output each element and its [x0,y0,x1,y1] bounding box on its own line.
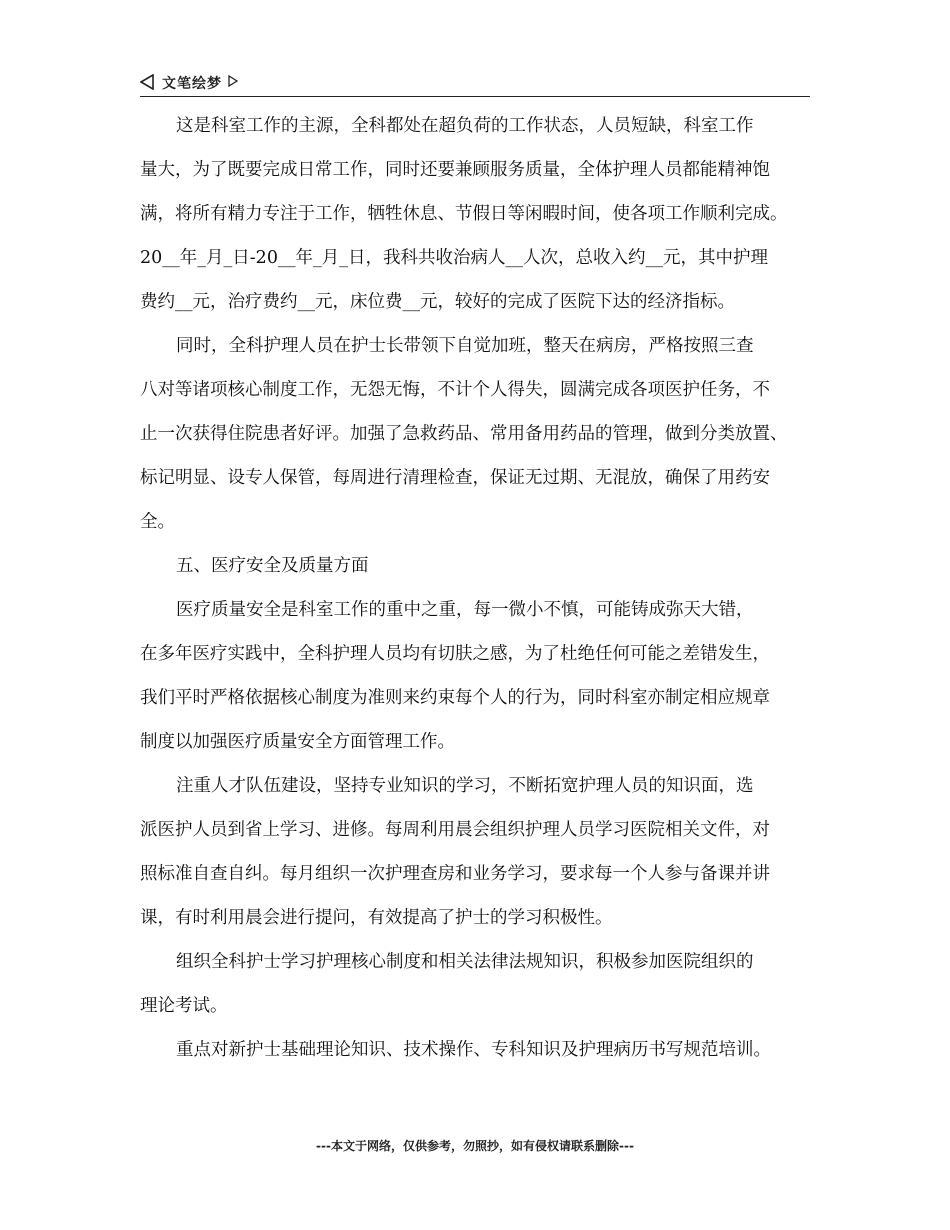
text-line: 这是科室工作的主源，全科都处在超负荷的工作状态，人员短缺，科室工作 [176,116,754,136]
text-line: 满，将所有精力专注于工作，牺牲休息、节假日等闲暇时间，使各项工作顺利完成。 [140,204,788,224]
text-line: 费约__元，治疗费约__元，床位费__元，较好的完成了医院下达的经济指标。 [140,292,735,312]
text-line: 我们平时严格依据核心制度为准则来约束每个人的行为，同时科室亦制定相应规章 [140,688,770,708]
text-line: 全。 [140,512,175,532]
paragraph [140,104,820,324]
text-line: 医疗质量安全是科室工作的重中之重，每一微小不慎，可能铸成弥天大错， [176,600,754,620]
text-line: 在多年医疗实践中，全科护理人员均有切肤之感，为了杜绝任何可能之差错发生， [140,644,770,664]
text-line: 制度以加强医疗质量安全方面管理工作。 [140,732,455,752]
triangle-left-icon [140,74,154,90]
paragraph [140,764,820,940]
footer-notice: ---本文于网络，仅供参考，勿照抄，如有侵权请联系删除--- [316,1139,634,1153]
text-line: 20__年_月_日-20__年_月_日，我科共收治病人__人次，总收入约__元，其中护理 [140,248,768,268]
text-line: 止一次获得住院患者好评。加强了急救药品、常用备用药品的管理，做到分类放置、 [140,424,788,444]
text-line: 同时，全科护理人员在护士长带领下自觉加班，整天在病房，严格按照三查 [176,336,754,356]
paragraph [140,1028,820,1072]
text-line: 照标准自查自纠。每月组织一次护理查房和业务学习，要求每一个人参与备课并讲 [140,864,770,884]
text-line: 派医护人员到省上学习、进修。每周利用晨会组织护理人员学习医院相关文件，对 [140,820,770,840]
text-line: 组织全科护士学习护理核心制度和相关法律法规知识，积极参加医院组织的 [176,952,754,972]
text-line: 理论考试。 [140,996,228,1016]
section-heading-text: 五、医疗安全及质量方面 [176,556,369,576]
brand-label: 文笔绘梦 [162,76,222,92]
paragraph [140,940,820,1028]
text-line: 课，有时利用晨会进行提问，有效提高了护士的学习积极性。 [140,908,613,928]
paragraph [140,324,820,544]
page-header [140,70,810,97]
text-line: 八对等诸项核心制度工作，无怨无悔，不计个人得失，圆满完成各项医护任务，不 [140,380,770,400]
paragraph [140,588,820,764]
text-line: 标记明显、设专人保管，每周进行清理检查，保证无过期、无混放，确保了用药安 [140,468,770,488]
text-line: 重点对新护士基础理论知识、技术操作、专科知识及护理病历书写规范培训。 [176,1040,771,1060]
triangle-right-icon [228,75,238,87]
section-heading [140,544,820,588]
text-line: 量大，为了既要完成日常工作，同时还要兼顾服务质量，全体护理人员都能精神饱 [140,160,770,180]
text-line: 注重人才队伍建设，坚持专业知识的学习，不断拓宽护理人员的知识面，选 [176,776,754,796]
document-body [140,104,820,1072]
